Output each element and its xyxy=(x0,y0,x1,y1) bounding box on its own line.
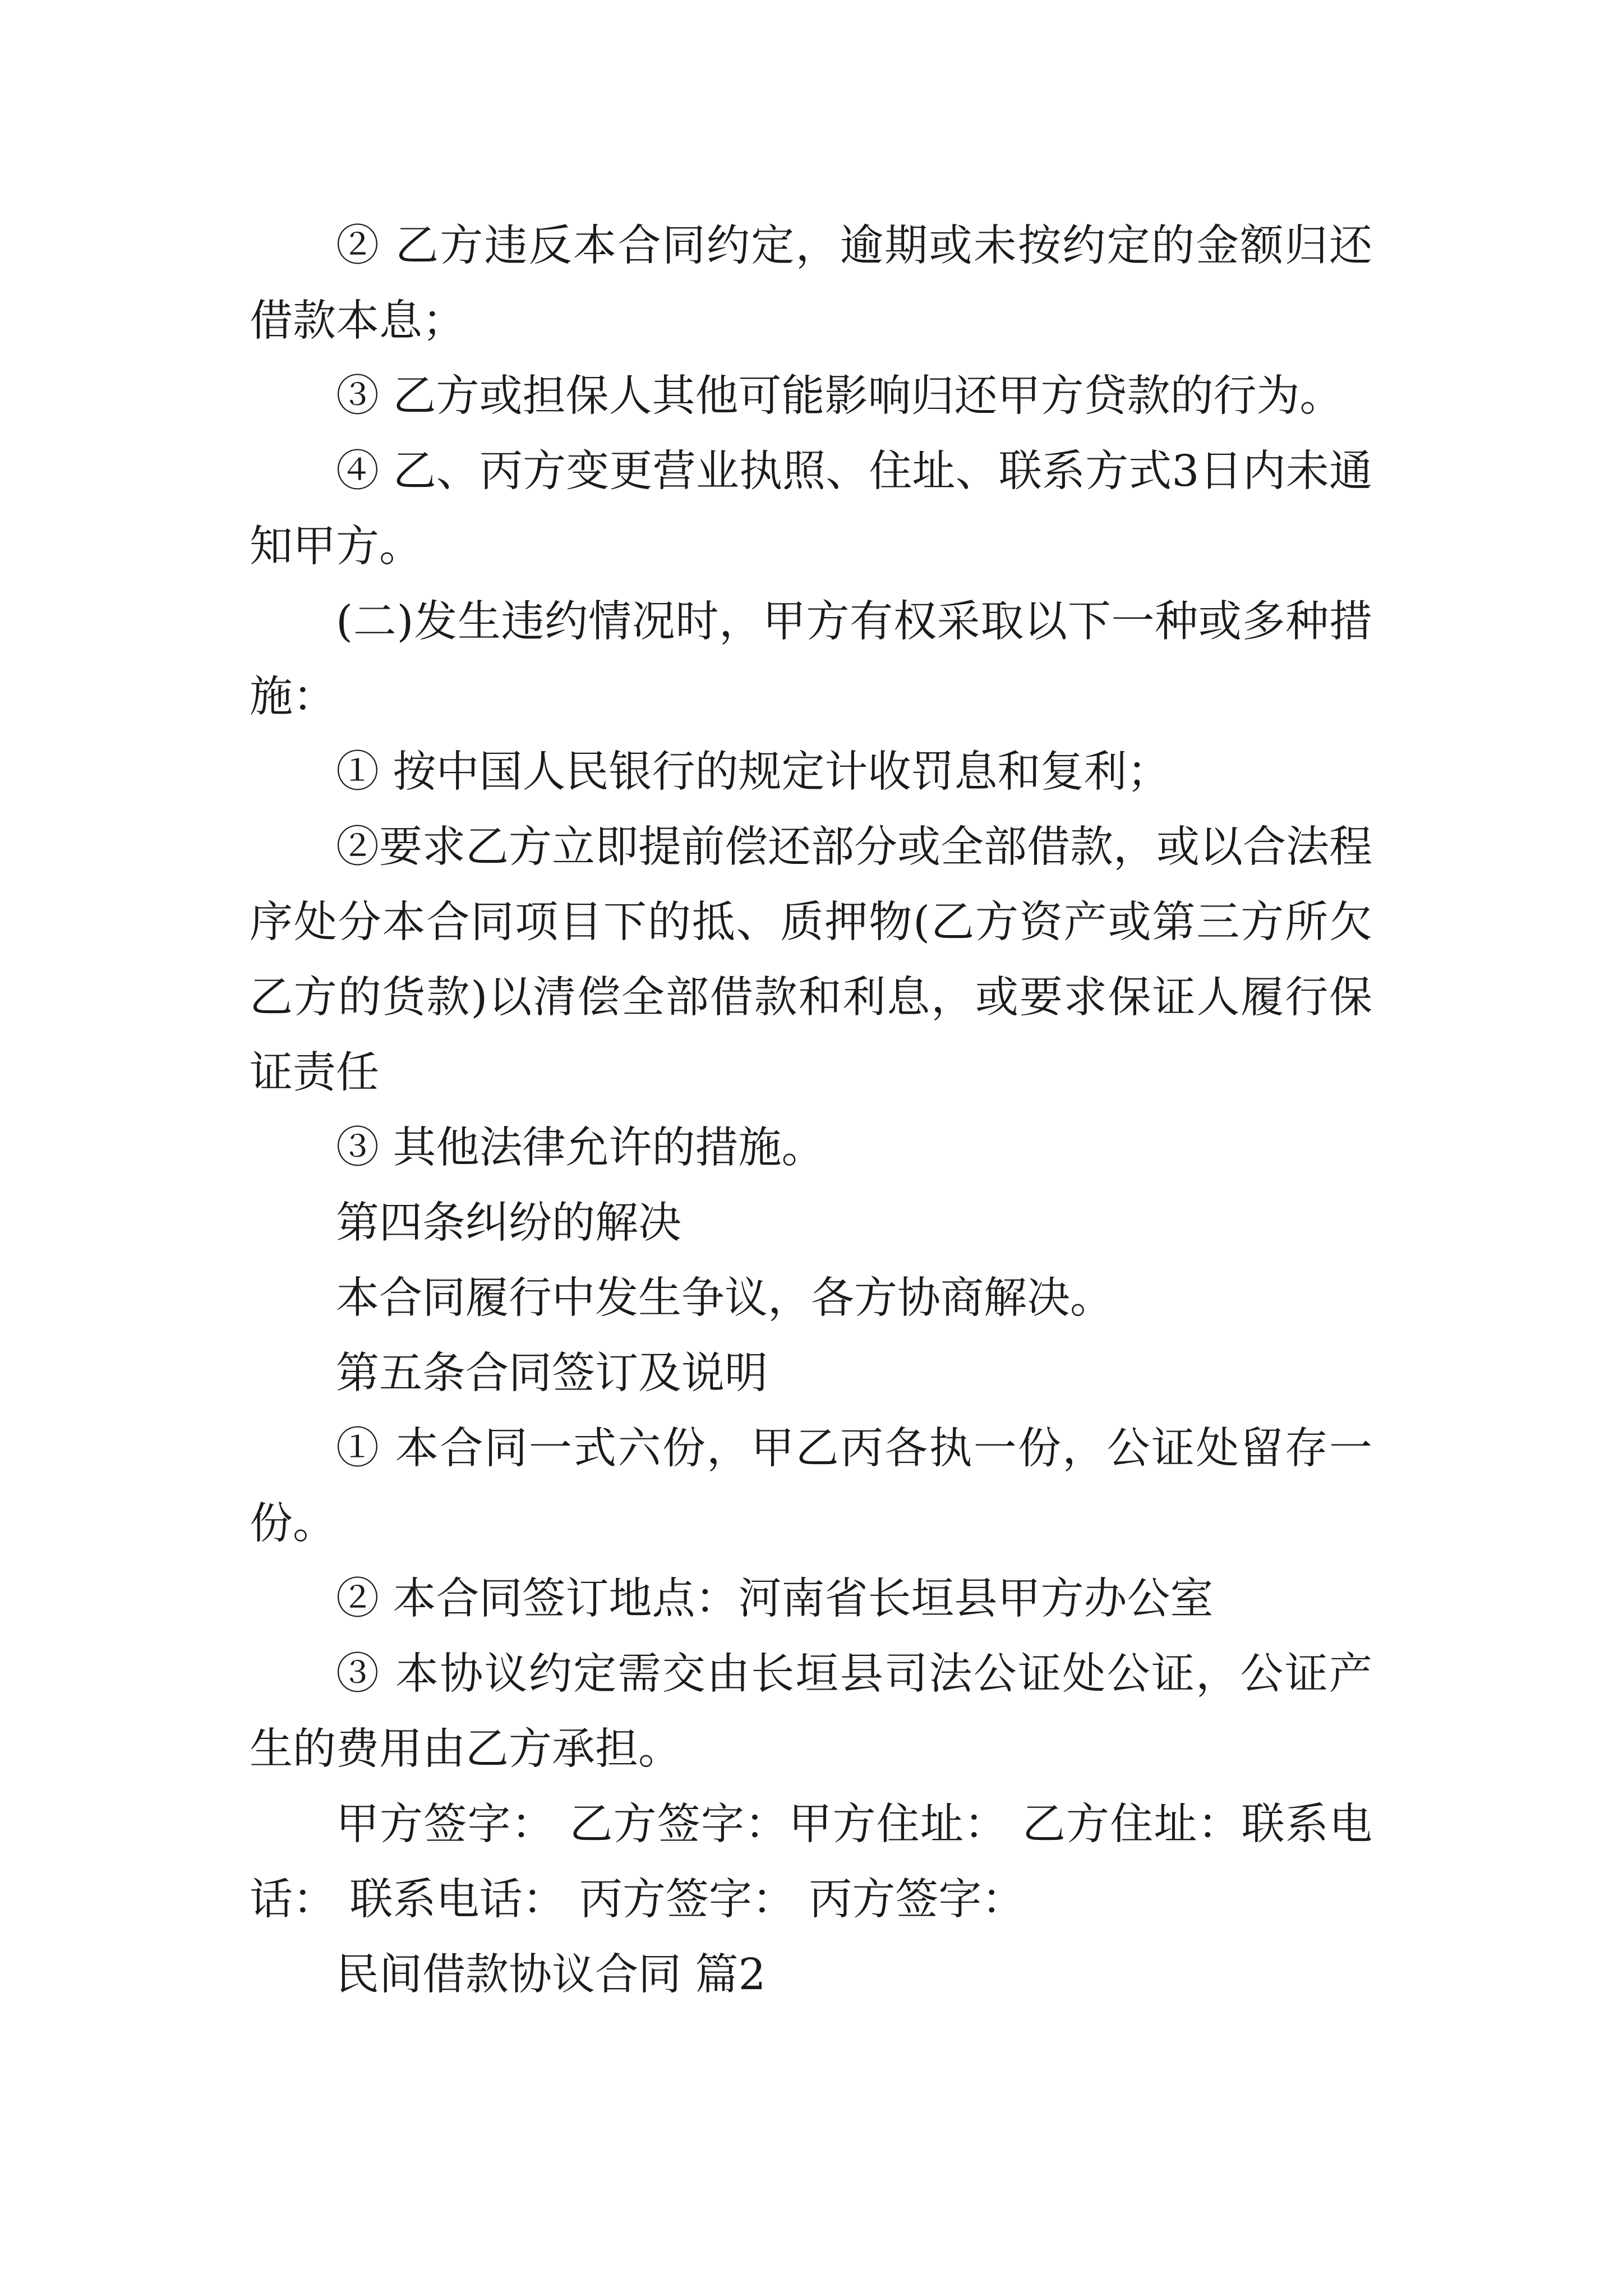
paragraph-breach-notify: ④ 乙、丙方变更营业执照、住址、联系方式3日内未通知甲方。 xyxy=(250,447,1372,572)
paragraph-breach-overdue: ② 乙方违反本合同约定，逾期或未按约定的金额归还借款本息； xyxy=(250,221,1372,346)
next-section-title: 民间借款协议合同 篇2 xyxy=(336,1950,766,2000)
paragraph-remedy-repayment: ②要求乙方立即提前偿还部分或全部借款，或以合法程序处分本合同项目下的抵、质押物(乙方资产或第三方所欠乙方的货款)以清偿全部借款和利息，或要求保证人履行保证责任 xyxy=(250,822,1372,1098)
paragraph-remedy-interest: ① 按中国人民银行的规定计收罚息和复利； xyxy=(336,747,1170,797)
paragraph-notarization: ③ 本协议约定需交由长垣县司法公证处公证，公证产生的费用由乙方承担。 xyxy=(250,1649,1372,1774)
paragraph-remedy-other: ③ 其他法律允许的措施。 xyxy=(336,1123,825,1173)
paragraph-dispute-resolution: 本合同履行中发生争议，各方协商解决。 xyxy=(336,1273,1113,1323)
article-four-heading: 第四条纠纷的解决 xyxy=(336,1198,681,1248)
document-body xyxy=(250,209,1372,2013)
paragraph-signing-place: ② 本合同签订地点：河南省长垣县甲方办公室 xyxy=(336,1574,1214,1624)
paragraph-breach-guarantor: ③ 乙方或担保人其他可能影响归还甲方贷款的行为。 xyxy=(336,371,1343,421)
signature-block: 甲方签字： 乙方签字：甲方住址： 乙方住址：联系电话： 联系电话： 丙方签字： 丙方签字： xyxy=(250,1800,1372,1925)
paragraph-remedies-intro: (二)发生违约情况时，甲方有权采取以下一种或多种措施： xyxy=(250,597,1372,722)
article-five-heading: 第五条合同签订及说明 xyxy=(336,1349,768,1398)
paragraph-copies: ① 本合同一式六份，甲乙丙各执一份，公证处留存一份。 xyxy=(250,1424,1372,1549)
